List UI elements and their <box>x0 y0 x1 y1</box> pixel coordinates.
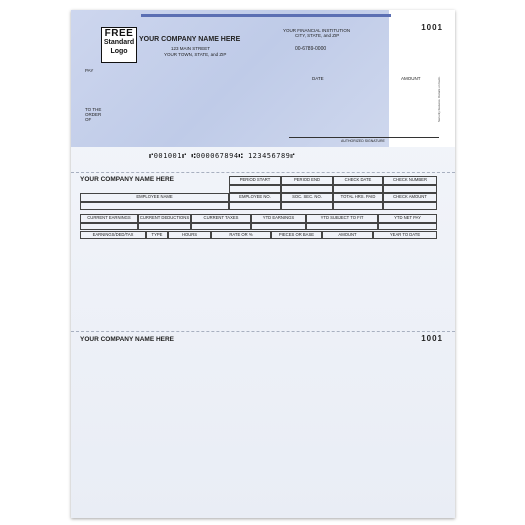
check-date-header: CHECK DATE <box>333 176 383 185</box>
stub-company-name: YOUR COMPANY NAME HERE <box>80 176 175 183</box>
check-number-value <box>383 185 437 193</box>
company-name: YOUR COMPANY NAME HERE <box>139 36 241 43</box>
logo-standard-text: Standard <box>103 39 135 46</box>
stub2-company-name: YOUR COMPANY NAME HERE <box>80 336 175 343</box>
earnings-ded-tax-header: EARNINGS/DED/TAX <box>80 231 146 239</box>
logo-placeholder <box>101 27 137 63</box>
current-deductions-value <box>138 223 191 230</box>
period-start-value <box>229 185 281 193</box>
current-taxes-header: CURRENT TAXES <box>191 214 251 223</box>
ytd-subject-fit-value <box>306 223 378 230</box>
year-to-date-header: YEAR TO DATE <box>373 231 437 239</box>
payroll-check-form <box>71 10 455 518</box>
order-label-line1: TO THE <box>85 107 102 112</box>
perforation-line-2 <box>71 331 455 332</box>
ssn-header: SOC. SEC. NO. <box>281 193 333 202</box>
check-number: 1001 <box>421 23 443 32</box>
type-header: TYPE <box>146 231 168 239</box>
bank-name: YOUR FINANCIAL INSTITUTION <box>283 28 351 33</box>
pay-label: PAY <box>85 68 94 73</box>
check-amount-value <box>383 202 437 210</box>
top-accent-strip <box>141 14 391 17</box>
period-end-header: PERIOD END <box>281 176 333 185</box>
logo-free-text: FREE <box>104 28 134 39</box>
employee-name-header: EMPLOYEE NAME <box>80 193 229 202</box>
current-taxes-value <box>191 223 251 230</box>
pieces-base-header: PIECES OR BASE <box>271 231 322 239</box>
bank-city: CITY, STATE, and ZIP <box>295 33 340 38</box>
perforation-line <box>71 172 455 173</box>
amount-header: AMOUNT <box>322 231 373 239</box>
period-start-header: PERIOD START <box>229 176 281 185</box>
ytd-net-pay-header: YTD NET PAY <box>378 214 437 223</box>
order-label-line3: OF <box>85 117 92 122</box>
employee-no-value <box>229 202 281 210</box>
ssn-value <box>281 202 333 210</box>
amount-label: AMOUNT <box>401 76 421 81</box>
date-label: DATE <box>312 76 324 81</box>
signature-label: AUTHORIZED SIGNATURE <box>341 139 385 143</box>
rate-header: RATE OR % <box>211 231 271 239</box>
security-note: Security features. Details on back. <box>437 76 441 122</box>
ytd-net-pay-value <box>378 223 437 230</box>
employee-no-header: EMPLOYEE NO. <box>229 193 281 202</box>
current-earnings-value <box>80 223 138 230</box>
logo-logo-text: Logo <box>110 48 128 55</box>
current-deductions-header: CURRENT DEDUCTIONS <box>138 214 191 223</box>
check-amount-header: CHECK AMOUNT <box>383 193 437 202</box>
check-number-header: CHECK NUMBER <box>383 176 437 185</box>
total-hours-header: TOTAL HRS. PAID <box>333 193 383 202</box>
hours-header: HOURS <box>168 231 211 239</box>
period-end-value <box>281 185 333 193</box>
check-date-value <box>333 185 383 193</box>
company-street: 123 MAIN STREET <box>171 46 211 51</box>
stub2-check-number: 1001 <box>421 334 443 343</box>
micr-line: ⑈001001⑈ ⑆000067894⑆ 123456789⑈ <box>149 152 296 160</box>
ytd-earnings-value <box>251 223 306 230</box>
company-city: YOUR TOWN, STATE, and ZIP <box>164 52 227 57</box>
employee-name-value <box>80 202 229 210</box>
signature-line <box>289 137 439 138</box>
ytd-subject-fit-header: YTD SUBJECT TO FIT <box>306 214 378 223</box>
current-earnings-header: CURRENT EARNINGS <box>80 214 138 223</box>
ytd-earnings-header: YTD EARNINGS <box>251 214 306 223</box>
order-label-line2: ORDER <box>85 112 102 117</box>
total-hours-value <box>333 202 383 210</box>
routing-fraction: 00-6789-0000 <box>295 46 327 52</box>
